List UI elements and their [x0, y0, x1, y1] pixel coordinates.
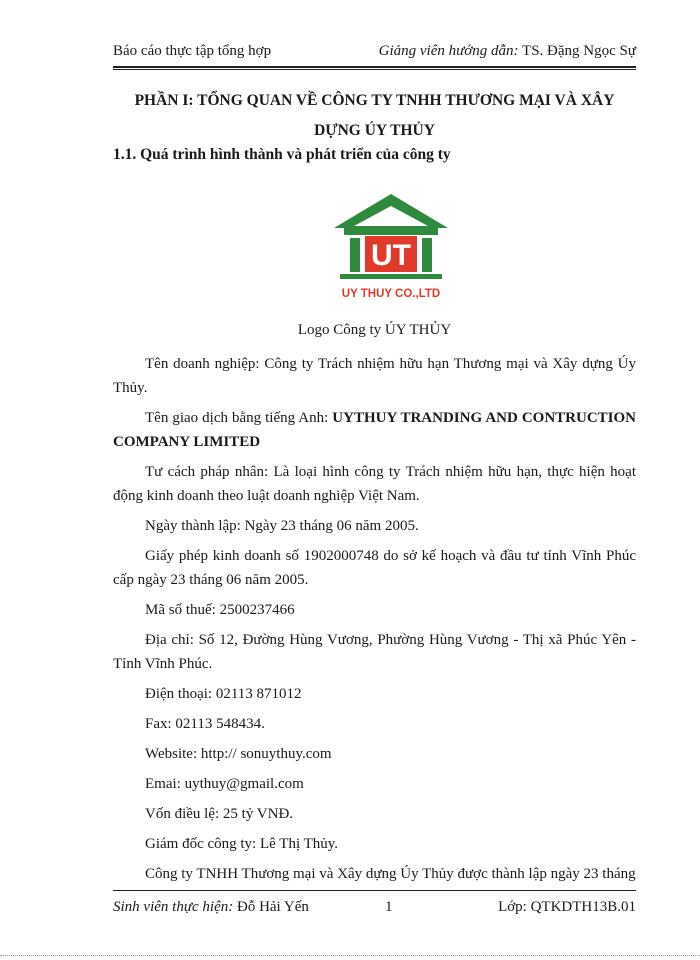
info-director: Giám đốc công ty: Lê Thị Thủy. — [145, 836, 339, 852]
page-edge-divider — [0, 955, 700, 956]
footer-student — [113, 899, 309, 916]
info-company-name: Tên doanh nghiệp: Công ty Trách nhiệm hữu hạn Thương mại và Xây dựng Úy Thủy. — [113, 356, 636, 396]
header-supervisor — [379, 43, 636, 60]
page-footer — [113, 899, 636, 921]
info-phone: Điện thoại: 02113 871012 — [145, 686, 302, 702]
footer-student-label: Sinh viên thực hiện: — [113, 899, 234, 915]
header-supervisor-label: Giảng viên hướng dẫn: — [378, 43, 519, 59]
info-business-license: Giấy phép kinh doanh số 1902000748 do sở kế hoạch và đầu tư tỉnh Vĩnh Phúc cấp ngày 23 tháng 06 năm 2005. — [113, 548, 637, 588]
part-title-line-1: PHẦN I: TỔNG QUAN VỀ CÔNG TY TNHH THƯƠNG MẠI VÀ XÂY — [134, 92, 615, 109]
info-tax-code: Mã số thuế: 2500237466 — [145, 602, 295, 618]
footer-rule — [113, 890, 636, 891]
info-fax: Fax: 02113 548434. — [145, 716, 265, 732]
section-heading: 1.1. Quá trình hình thành và phát triển của công ty — [113, 146, 451, 163]
info-founded-date: Ngày thành lập: Ngày 23 tháng 06 năm 2005. — [145, 518, 419, 534]
part-title — [113, 86, 636, 146]
header-rule — [113, 66, 636, 70]
part-title-line-2: DỰNG ÚY THỦY — [314, 122, 435, 139]
page-number: 1 — [385, 899, 393, 915]
logo-base — [340, 274, 442, 279]
info-email: Emai: uythuy@gmail.com — [145, 776, 304, 792]
company-info — [113, 352, 636, 886]
info-charter-capital: Vốn điều lệ: 25 tỷ VNĐ. — [145, 806, 294, 822]
page-header — [113, 43, 636, 65]
logo-beam — [344, 228, 438, 235]
company-logo — [330, 190, 452, 305]
header-report-title: Báo cáo thực tập tổng hợp — [113, 43, 272, 59]
logo-pillar-right — [422, 238, 432, 272]
info-legal-status: Tư cách pháp nhân: Là loại hình công ty Trách nhiệm hữu hạn, thực hiện hoạt động kinh doanh theo luật doanh nghiệp Việt Nam. — [113, 464, 637, 504]
header-supervisor-name: TS. Đặng Ngọc Sự — [522, 43, 636, 59]
info-address: Địa chỉ: Số 12, Đường Hùng Vương, Phường Hùng Vương - Thị xã Phúc Yên - Tỉnh Vĩnh Phúc. — [113, 632, 637, 672]
footer-student-name: Đỗ Hải Yến — [236, 899, 309, 915]
logo-caption: Logo Công ty ÚY THỦY — [297, 322, 452, 338]
logo-company-text: UY THUY CO.,LTD — [341, 288, 441, 300]
footer-class: Lớp: QTKDTH13B.01 — [498, 899, 636, 915]
logo-letters: UT — [371, 239, 411, 272]
info-website: Website: http:// sonuythuy.com — [145, 746, 332, 762]
logo-pillar-left — [350, 238, 360, 272]
info-history-intro: Công ty TNHH Thương mại và Xây dựng Úy Thủy được thành lập ngày 23 tháng — [145, 866, 636, 882]
info-english-name: Tên giao dịch bằng tiếng Anh: UYTHUY TRANDING AND CONTRUCTION COMPANY LIMITED — [113, 410, 636, 450]
